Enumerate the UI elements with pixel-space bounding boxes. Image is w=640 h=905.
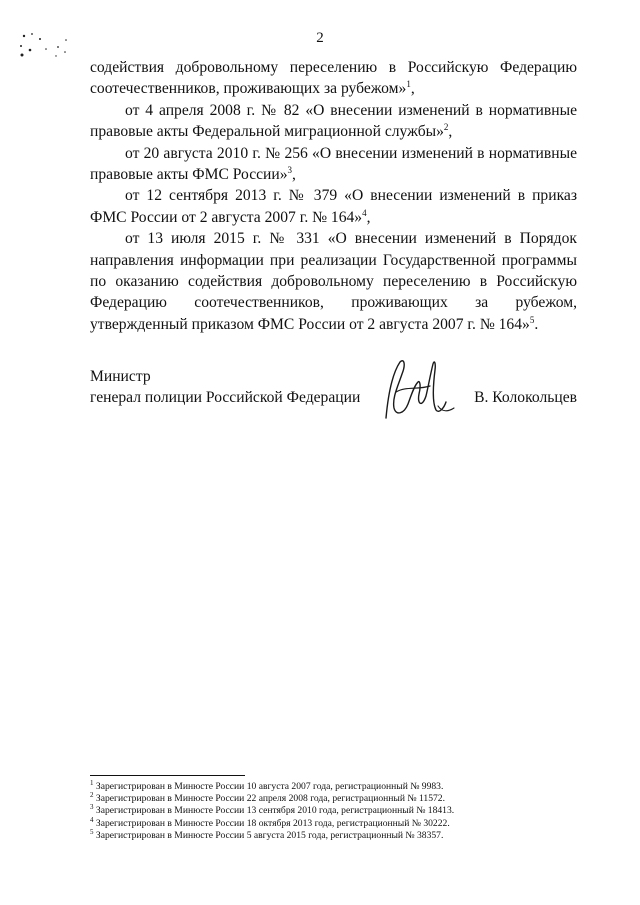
footnote-2: $^2$ Зарегистрирован в Минюсте России 22 апреля 2008 года, регистрационный № 11572.: [90, 791, 445, 805]
body-text: [90, 57, 577, 335]
handwritten-signature: [378, 356, 458, 426]
footnote-ref-4[interactable]: 4: [362, 207, 367, 218]
footnotes: [90, 778, 577, 842]
paragraph-2: от 4 апреля 2008 г. № 82 «О внесении изменений в нормативные правовые акты Федеральной миграционной службы»$^2$,: [90, 101, 577, 141]
signature-block: [90, 366, 577, 408]
paragraph-4: от 12 сентября 2013 г. № 379 «О внесении изменений в приказ ФМС России от 2 августа 2007 г. № 164»$^4$,: [90, 187, 577, 226]
paragraph-1: содействия добровольному переселению в Российскую Федерацию соотечественников, проживающих за рубежом»$^1$,: [90, 59, 577, 98]
footnote-1: $^1$ Зарегистрирован в Минюсте России 10 августа 2007 года, регистрационный № 9983.: [90, 778, 444, 792]
footnote-ref-5[interactable]: 5: [529, 314, 535, 325]
footnote-separator: [90, 775, 245, 776]
signatory-name: В. Колокольцев: [474, 389, 577, 406]
footnote-ref-2[interactable]: 2: [443, 122, 449, 133]
page-number: 2: [316, 30, 324, 46]
paragraph-5: от 13 июля 2015 г. № 331 «О внесении изменений в Порядок направления информации при реализации Государственной программы по оказанию содействия добровольному переселению в Российскую Федерацию соотечественников, проживающих за рубежом, утвержденный приказом ФМС России от 2 августа 2007 г. № 164»$^5$.: [90, 230, 577, 333]
footnote-4: $^4$ Зарегистрирован в Минюсте России 18 октября 2013 года, регистрационный № 30222.: [90, 815, 450, 829]
signatory-rank: генерал полиции Российской Федерации: [90, 389, 361, 406]
footnote-ref-1[interactable]: 1: [406, 79, 411, 90]
footnote-5: $^5$ Зарегистрирован в Минюсте России 5 августа 2015 года, регистрационный № 38357.: [90, 827, 444, 841]
paragraph-3: от 20 августа 2010 г. № 256 «О внесении изменений в нормативные правовые акты ФМС России»$^3$,: [90, 144, 577, 184]
signatory-title: Министр: [90, 368, 151, 385]
footnote-3: $^3$ Зарегистрирован в Минюсте России 13 сентября 2010 года, регистрационный № 18413.: [90, 803, 455, 817]
scan-specks: [18, 30, 88, 70]
footnote-ref-3[interactable]: 3: [287, 164, 293, 175]
